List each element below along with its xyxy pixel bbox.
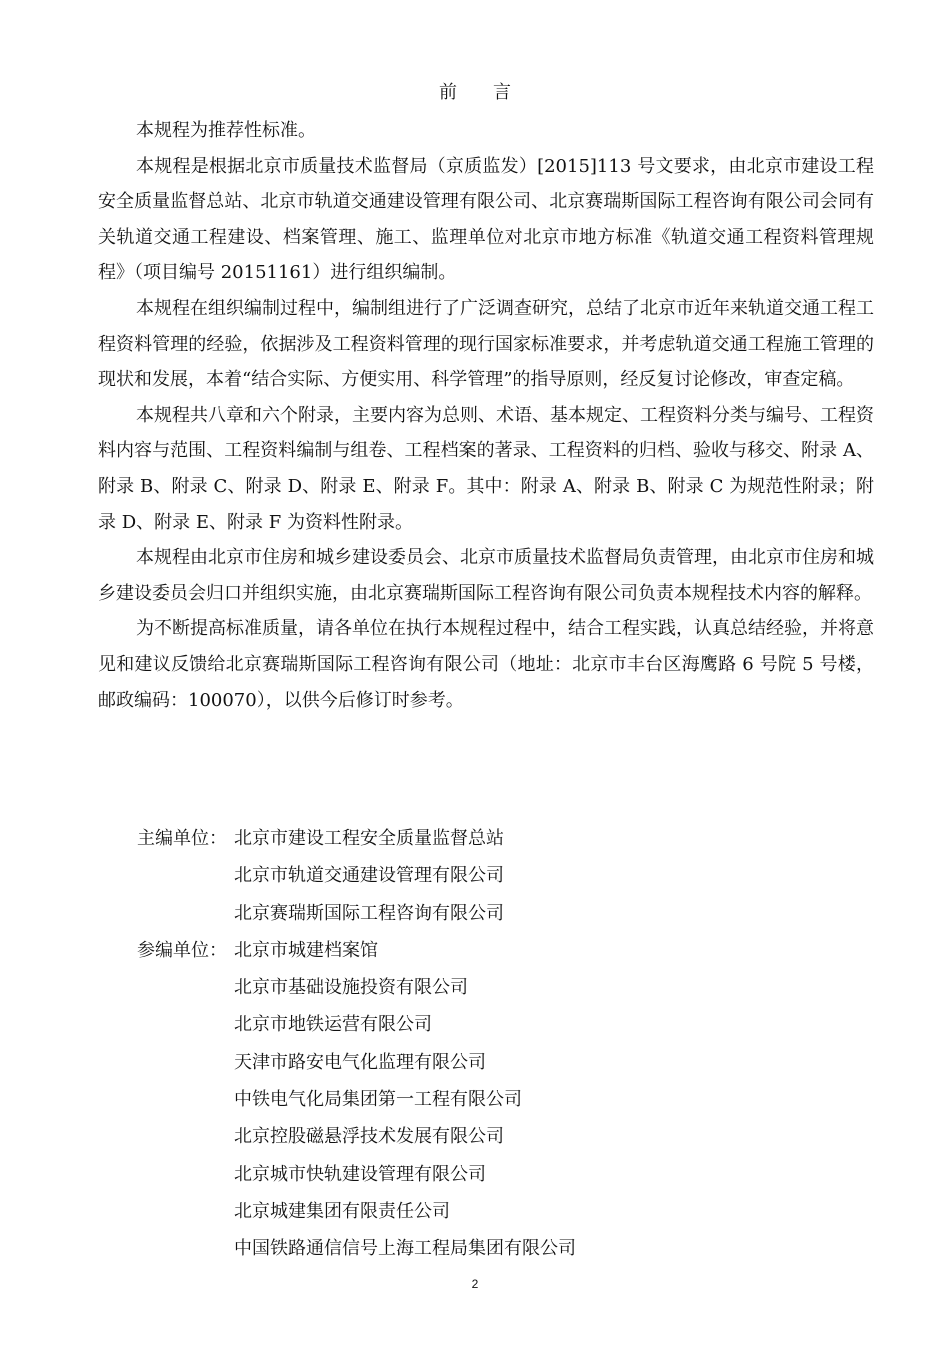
participating-unit-row: [137, 1230, 877, 1267]
participating-unit-row: [137, 969, 877, 1006]
chief-unit: 北京赛瑞斯国际工程咨询有限公司: [234, 902, 504, 924]
page-number: 2: [471, 1277, 479, 1291]
chief-unit-row: [137, 820, 877, 857]
participating-unit: 中国铁路通信信号上海工程局集团有限公司: [234, 1238, 576, 1260]
participating-unit-row: [137, 1044, 877, 1081]
label-spacer: [137, 1006, 234, 1043]
paragraph-contents: 本规程共八章和六个附录，主要内容为总则、术语、基本规定、工程资料分类与编号、工程资料内容与范围、工程资料编制与组卷、工程档案的著录、工程资料的归档、验收与移交、附录 A、附录 B、附录 C、附录 D、附录 E、附录 F。其中：附录 A、附录 B、附录 C 为规范性附录；附录 D、附录 E、附录 F 为资料性附录。: [98, 404, 874, 533]
chief-unit: 北京市建设工程安全质量监督总站: [234, 828, 504, 849]
label-spacer: [137, 1118, 234, 1155]
participating-unit-row: [137, 1006, 877, 1043]
participating-unit: 北京市地铁运营有限公司: [234, 1014, 432, 1036]
paragraph-management: 本规程由北京市住房和城乡建设委员会、北京市质量技术监督局负责管理，由北京市住房和城乡建设委员会归口并组织实施，由北京赛瑞斯国际工程咨询有限公司负责本规程技术内容的解释。: [98, 547, 874, 604]
chief-unit: 北京市轨道交通建设管理有限公司: [234, 865, 504, 887]
participating-unit: 北京城市快轨建设管理有限公司: [234, 1163, 486, 1185]
page-title: [0, 80, 950, 106]
participating-unit: 中铁电气化局集团第一工程有限公司: [234, 1089, 522, 1111]
label-spacer: [137, 1230, 234, 1267]
label-spacer: [137, 1156, 234, 1193]
participating-unit-row: [137, 1193, 877, 1230]
preface-body: [98, 113, 874, 718]
chief-units-label: 主编单位：: [137, 828, 227, 849]
chief-unit-row: [137, 895, 877, 932]
participating-unit-row: [137, 1118, 877, 1155]
participating-units-label: 参编单位：: [137, 939, 227, 961]
paragraph-basis: 本规程是根据北京市质量技术监督局（京质监发）[2015]113 号文要求，由北京市建设工程安全质量监督总站、北京市轨道交通建设管理有限公司、北京赛瑞斯国际工程咨询有限公司会同有关轨道交通工程建设、档案管理、施工、监理单位对北京市地方标准《轨道交通工程资料管理规程》（项目编号 20151161）进行组织编制。: [98, 155, 874, 284]
participating-unit: 北京市城建档案馆: [234, 939, 378, 961]
participating-unit: 北京市基础设施投资有限公司: [234, 977, 468, 999]
title-char-left: 前: [439, 82, 457, 103]
label-spacer: [137, 1193, 234, 1230]
paragraph-process: 本规程在组织编制过程中，编制组进行了广泛调查研究，总结了北京市近年来轨道交通工程工程资料管理的经验，依据涉及工程资料管理的现行国家标准要求，并考虑轨道交通工程施工管理的现状和发展，本着“结合实际、方便实用、科学管理”的指导原则，经反复讨论修改，审查定稿。: [98, 297, 874, 391]
participating-unit: 北京城建集团有限责任公司: [234, 1200, 450, 1222]
participating-unit-row: [137, 1081, 877, 1118]
participating-unit-row: [137, 1156, 877, 1193]
units-list: [137, 820, 877, 1268]
title-char-right: 言: [493, 82, 511, 103]
label-spacer: [137, 857, 234, 894]
label-spacer: [137, 1044, 234, 1081]
label-spacer: [137, 895, 234, 932]
paragraph-standard-type: 本规程为推荐性标准。: [136, 120, 316, 141]
participating-unit-row: [137, 932, 877, 969]
paragraph-feedback: 为不断提高标准质量，请各单位在执行本规程过程中，结合工程实践，认真总结经验，并将意见和建议反馈给北京赛瑞斯国际工程咨询有限公司（地址：北京市丰台区海鹰路 6 号院 5 号楼，邮政编码：100070），以供今后修订时参考。: [98, 618, 874, 711]
participating-unit: 天津市路安电气化监理有限公司: [234, 1051, 486, 1073]
chief-unit-row: [137, 857, 877, 894]
label-spacer: [137, 969, 234, 1006]
participating-unit: 北京控股磁悬浮技术发展有限公司: [234, 1126, 504, 1148]
label-spacer: [137, 1081, 234, 1118]
